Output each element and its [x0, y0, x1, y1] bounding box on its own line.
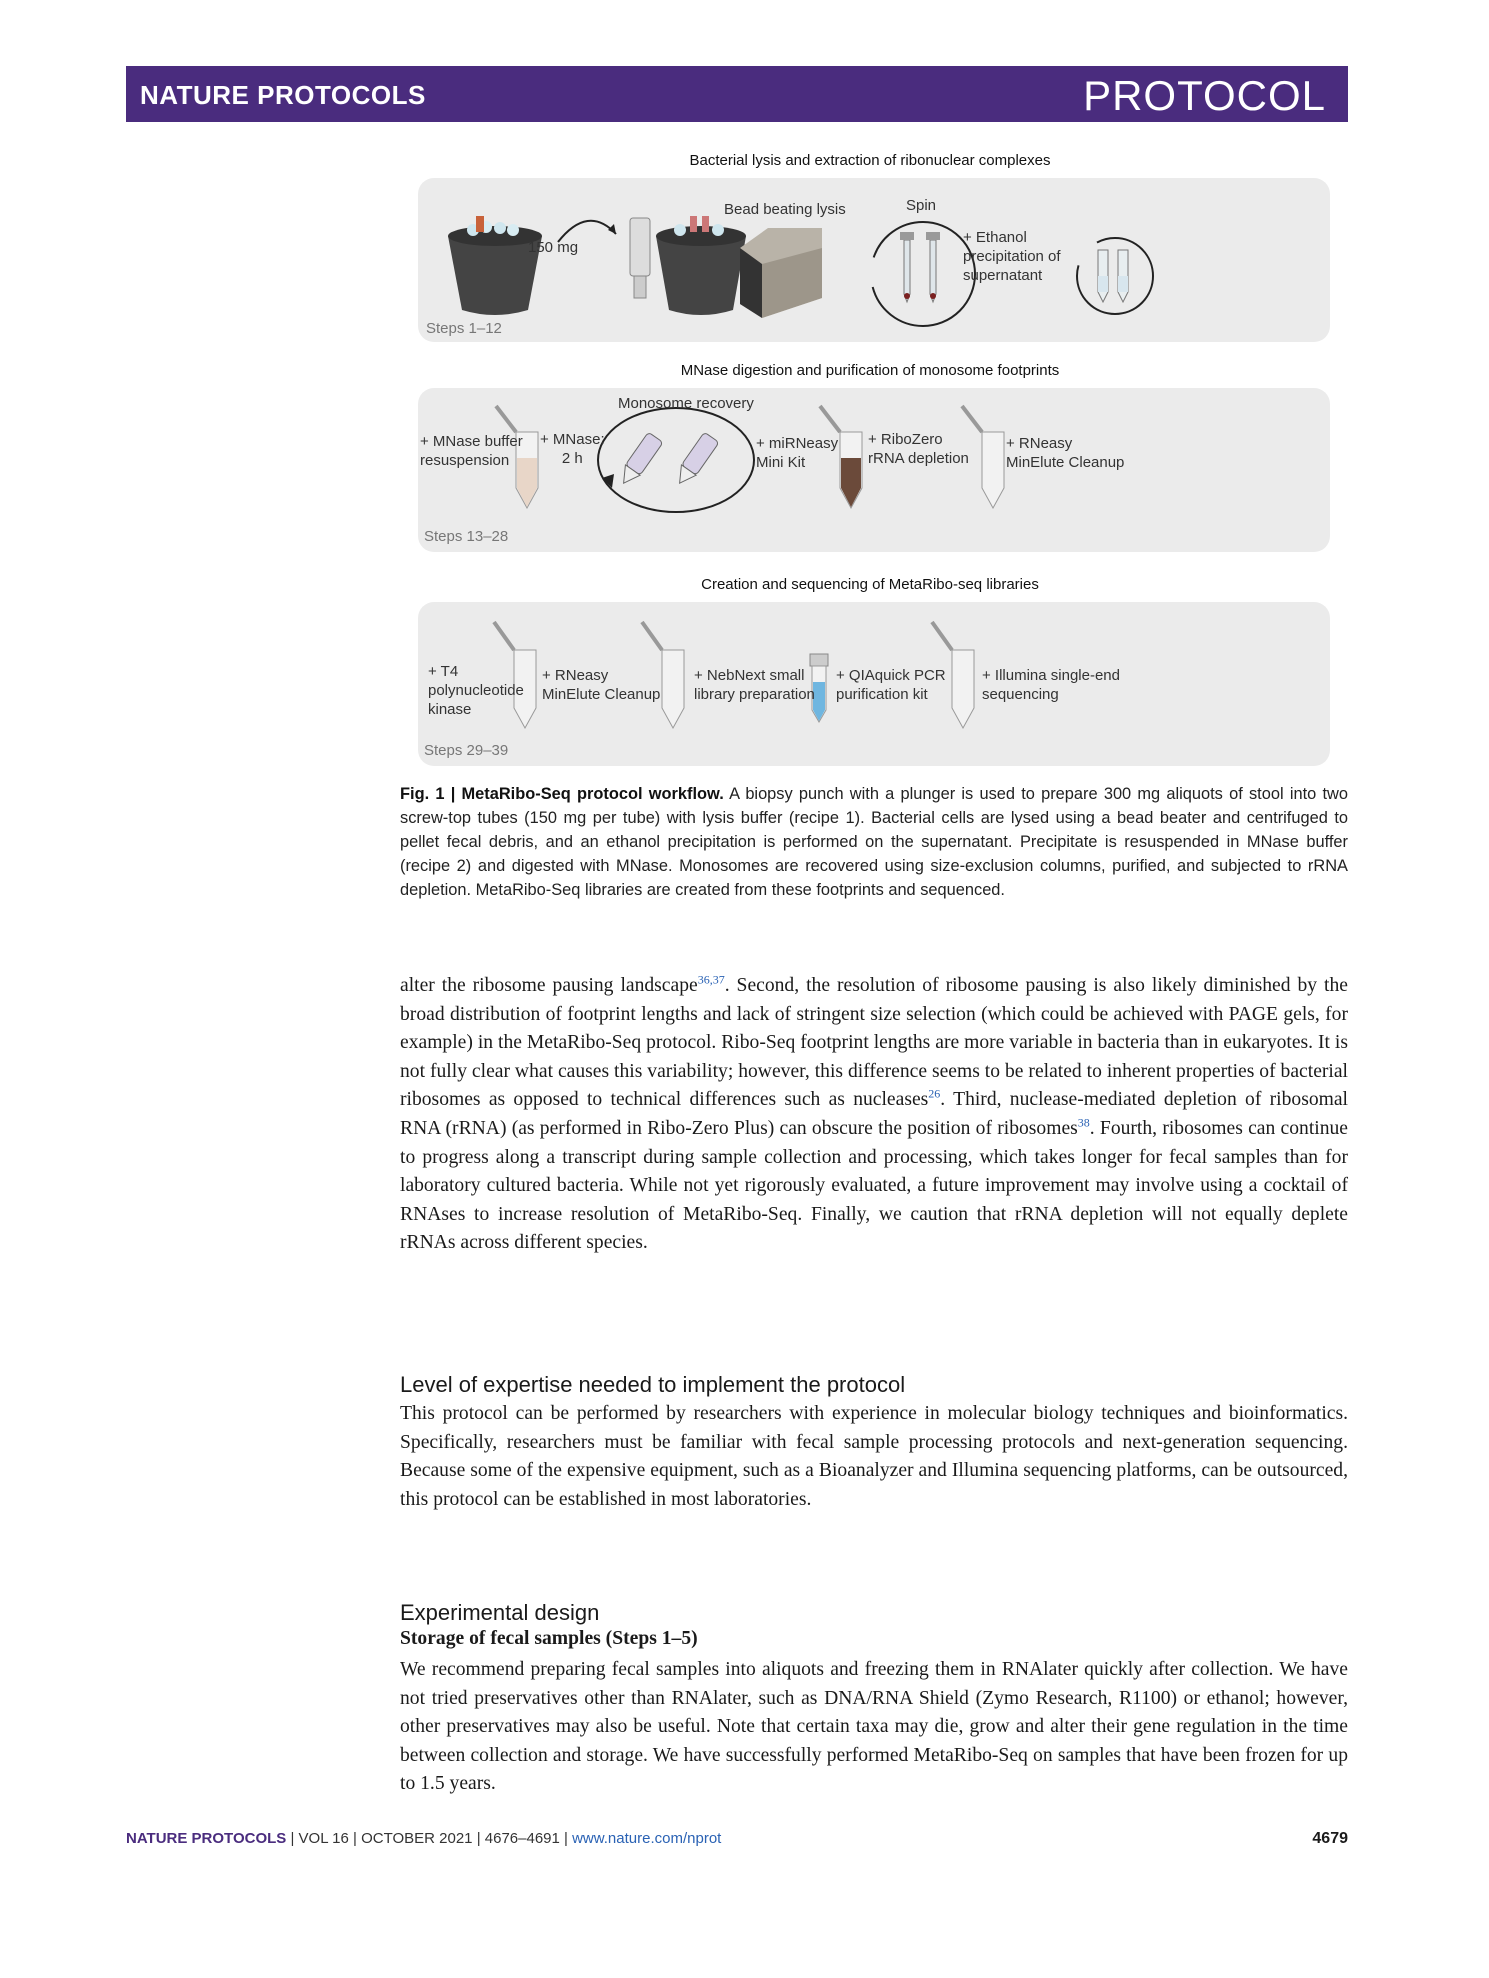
ethanol-precipitation-icon — [1077, 238, 1153, 314]
bead-beater-icon — [740, 228, 822, 318]
footer-separator: | — [286, 1830, 299, 1847]
figure-1 — [400, 148, 1340, 768]
mnase-label — [540, 430, 605, 468]
subheading-storage: Storage of fecal samples (Steps 1–5) — [400, 1628, 698, 1649]
ribozero-label-line: rRNA depletion — [868, 450, 969, 467]
biopsy-punch-icon — [630, 218, 650, 298]
footer-pages: 4676–4691 — [484, 1830, 560, 1847]
footer-url-link[interactable]: www.nature.com/nprot — [572, 1830, 722, 1847]
steps-label: Steps 13–28 — [424, 528, 509, 545]
ice-bucket-icon — [448, 216, 542, 315]
text-span: . Fourth, ribosomes can continue to progress along a transcript during sample collection and processing, which takes longer for fecal samples than for laboratory cultured bacteria. While not yet rigorously evaluated, a future improvement may involve using a cocktail of RNAses to increase resolution of MetaRibo-Seq. Finally, we caution that rRNA depletion will not equally deplete rRNAs across different species. — [400, 1117, 1348, 1254]
citation-link[interactable]: 26 — [928, 1086, 941, 1101]
panel-mnase — [418, 388, 1330, 552]
steps-label: Steps 1–12 — [426, 320, 502, 337]
text-span: . Second, the resolution of ribosome pausing is also likely diminished by the broad distribution of footprint lengths and lack of stringent size selection (which could be achieved with PAGE gels, for example) in the MetaRibo-Seq protocol. Ribo-Seq footprint lengths are more variable in bacteria than in eukaryotes. It is not fully clear what causes this variability; however, this difference seems to be related to inherent properties of bacterial ribosomes as opposed to technical differences such as nucleases — [400, 975, 1348, 1111]
centrifuge-spin-icon — [871, 222, 975, 326]
illumina-label-line: + Illumina single-end — [982, 667, 1120, 684]
rneasy-label-line: MinElute Cleanup — [1006, 454, 1125, 471]
mnase-buffer-label — [420, 432, 523, 470]
mirneasy-label — [756, 434, 838, 472]
page-footer — [126, 1830, 721, 1847]
paragraph-expertise: This protocol can be performed by researchers with experience in molecular biology techniques and bioinformatics. Specifically, researchers must be familiar with fecal sample processing protocols and next-generation sequencing. Because some of the expensive equipment, such as a Bioanalyzer and Illumina sequencing platforms, can be outsourced, this protocol can be established in most laboratories. — [400, 1403, 1348, 1510]
footer-separator: | — [472, 1830, 485, 1847]
steps-label: Steps 29–39 — [424, 742, 509, 759]
ethanol-label — [963, 228, 1061, 285]
monosome-recovery-cycle-icon — [598, 408, 754, 512]
footer-journal: NATURE PROTOCOLS — [126, 1830, 287, 1847]
paragraph-storage: We recommend preparing fecal samples into aliquots and freezing them in RNAlater quickly after collection. We have not tried preservatives other than RNAlater, such as DNA/RNA Shield (Zymo Research, R1100) or ethanol; however, other preservatives may also be useful. Note that certain taxa may die, grow and alter their gene regulation in the time between collection and storage. We have successfully performed MetaRibo-Seq on samples that have been frozen for up to 1.5 years. — [400, 1659, 1348, 1795]
rneasy-label — [1006, 434, 1124, 472]
journal-header-bar — [126, 66, 1348, 122]
qiaquick-label — [836, 666, 946, 704]
nebnext-label-line: + NebNext small — [694, 667, 805, 684]
mnase-illustration — [418, 388, 1330, 552]
qiaquick-label-line: + QIAquick PCR — [836, 667, 946, 684]
citation-link[interactable]: 38 — [1077, 1115, 1090, 1130]
panel1-title: Bacterial lysis and extraction of ribonuclear complexes — [689, 152, 1051, 169]
mass-label: 150 mg — [528, 239, 579, 256]
panel2-title: MNase digestion and purification of monosome footprints — [680, 362, 1060, 379]
lysis-illustration — [418, 178, 1330, 342]
nebnext-label — [694, 666, 815, 704]
t4-label — [428, 662, 524, 719]
footer-date: OCTOBER 2021 — [361, 1830, 473, 1847]
footer-separator: | — [348, 1830, 362, 1847]
page-number: 4679 — [1312, 1830, 1348, 1847]
illumina-label-line: sequencing — [982, 686, 1059, 703]
monosome-recovery-label: Monosome recovery — [618, 395, 754, 412]
ethanol-label-line: + Ethanol — [963, 229, 1027, 246]
mnase-buffer-label-line: + MNase buffer — [420, 433, 523, 450]
caption-label: Fig. 1 | MetaRibo-Seq protocol workflow. — [400, 785, 724, 803]
spin-label: Spin — [906, 197, 937, 214]
rneasy-label — [542, 666, 660, 704]
ribozero-label — [868, 430, 969, 468]
panel3-title: Creation and sequencing of MetaRibo-seq libraries — [701, 576, 1039, 593]
panel-libraries — [418, 602, 1330, 766]
ice-bucket-icon — [656, 216, 746, 315]
nebnext-label-line: library preparation — [694, 686, 815, 703]
t4-label-line: kinase — [428, 701, 472, 718]
qiaquick-label-line: purification kit — [836, 686, 928, 703]
rneasy-label-line: + RNeasy — [542, 667, 609, 684]
text-span: alter the ribosome pausing landscape — [400, 975, 698, 996]
panel-lysis — [418, 178, 1330, 342]
footer-volume: VOL 16 — [298, 1830, 349, 1847]
heading-experimental-design: Experimental design — [400, 1600, 600, 1625]
text-span: . Third, nuclease-mediated depletion of ribosomal RNA (rRNA) (as performed in Ribo-Zero Plus) can obscure the position of ribosomes — [400, 1089, 1348, 1139]
citation-link[interactable]: 36,37 — [697, 972, 725, 987]
bead-beating-label: Bead beating lysis — [724, 201, 846, 218]
mnase-label-line: + MNase: — [540, 431, 605, 448]
mirneasy-label-line: Mini Kit — [756, 454, 806, 471]
mnase-label-line: 2 h — [561, 450, 583, 467]
mirneasy-label-line: + miRNeasy — [756, 435, 839, 452]
journal-name: NATURE PROTOCOLS — [140, 80, 426, 110]
rneasy-label-line: + RNeasy — [1006, 435, 1073, 452]
footer-separator: | — [559, 1830, 573, 1847]
ribozero-label-line: + RiboZero — [868, 431, 943, 448]
heading-expertise: Level of expertise needed to implement the protocol — [400, 1372, 906, 1397]
ethanol-label-line: supernatant — [963, 267, 1043, 284]
rneasy-label-line: MinElute Cleanup — [542, 686, 661, 703]
ethanol-label-line: precipitation of — [963, 248, 1061, 265]
caption-text: A biopsy punch with a plunger is used to prepare 300 mg aliquots of stool into two screw-top tubes (150 mg per tube) with lysis buffer (recipe 1). Bacterial cells are lysed using a bead beater and centrifuged to pellet fecal debris, and an ethanol precipitation is performed on the supernatant. Precipitate is resuspended in MNase buffer (recipe 2) and digested with MNase. Monosomes are recovered using size-exclusion columns, purified, and subjected to rRNA depletion. MetaRibo-Seq libraries are created from these footprints and sequenced. — [400, 785, 1348, 899]
illumina-label — [982, 666, 1120, 704]
article-type: PROTOCOL — [1083, 72, 1326, 119]
mnase-buffer-label-line: resuspension — [420, 452, 510, 469]
paragraph-limitations — [400, 972, 1348, 1258]
figure-caption — [400, 782, 1348, 902]
t4-label-line: + T4 — [428, 663, 459, 680]
t4-label-line: polynucleotide — [428, 682, 524, 699]
